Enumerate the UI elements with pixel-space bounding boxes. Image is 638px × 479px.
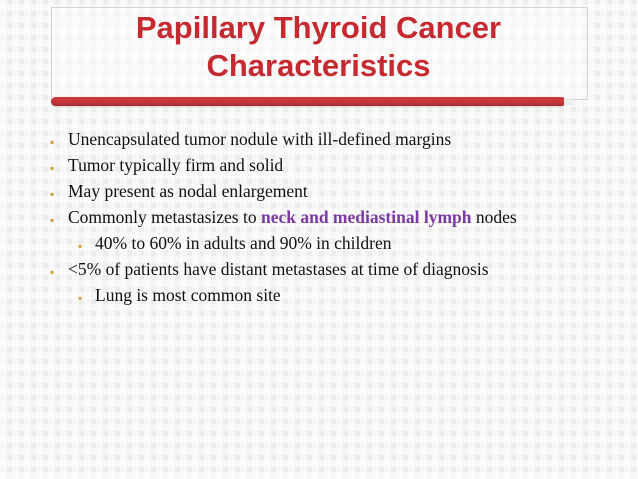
bullet-text: May present as nodal enlargement <box>68 181 308 201</box>
accent-bar-end <box>564 98 574 105</box>
bullet-icon: ▪ <box>50 187 55 201</box>
bullet-icon: ▪ <box>78 291 83 305</box>
sub-bullet-item <box>0 284 638 307</box>
bullet-text: <5% of patients have distant metastases at time of diagnosis <box>68 259 489 279</box>
bullet-item <box>0 180 568 203</box>
bullet-text: Unencapsulated tumor nodule with ill-defined margins <box>68 129 452 149</box>
bullet-text: Lung is most common site <box>95 285 281 305</box>
bullet-icon: ▪ <box>50 213 55 227</box>
bullet-item <box>0 258 568 281</box>
bullet-icon: ▪ <box>50 265 55 279</box>
bullet-text: 40% to 60% in adults and 90% in children <box>95 233 392 253</box>
title-accent-bar <box>51 97 566 106</box>
bullet-text-prefix: Commonly metastasizes to <box>68 207 261 227</box>
bullet-list <box>0 128 638 310</box>
bullet-item <box>0 128 568 151</box>
bullet-icon: ▪ <box>50 135 55 149</box>
highlighted-text: neck and mediastinal lymph <box>260 207 472 227</box>
bullet-icon: ▪ <box>50 161 55 175</box>
title-line-1: Papillary Thyroid Cancer <box>135 10 502 45</box>
title-line-2: Characteristics <box>206 48 431 83</box>
bullet-icon: ▪ <box>78 239 83 253</box>
bullet-text: Tumor typically firm and solid <box>68 155 284 175</box>
bullet-item <box>0 154 568 177</box>
bullet-text-suffix: nodes <box>471 207 517 227</box>
slide-title <box>51 9 586 85</box>
bullet-item <box>0 206 568 229</box>
sub-bullet-item <box>0 232 638 255</box>
